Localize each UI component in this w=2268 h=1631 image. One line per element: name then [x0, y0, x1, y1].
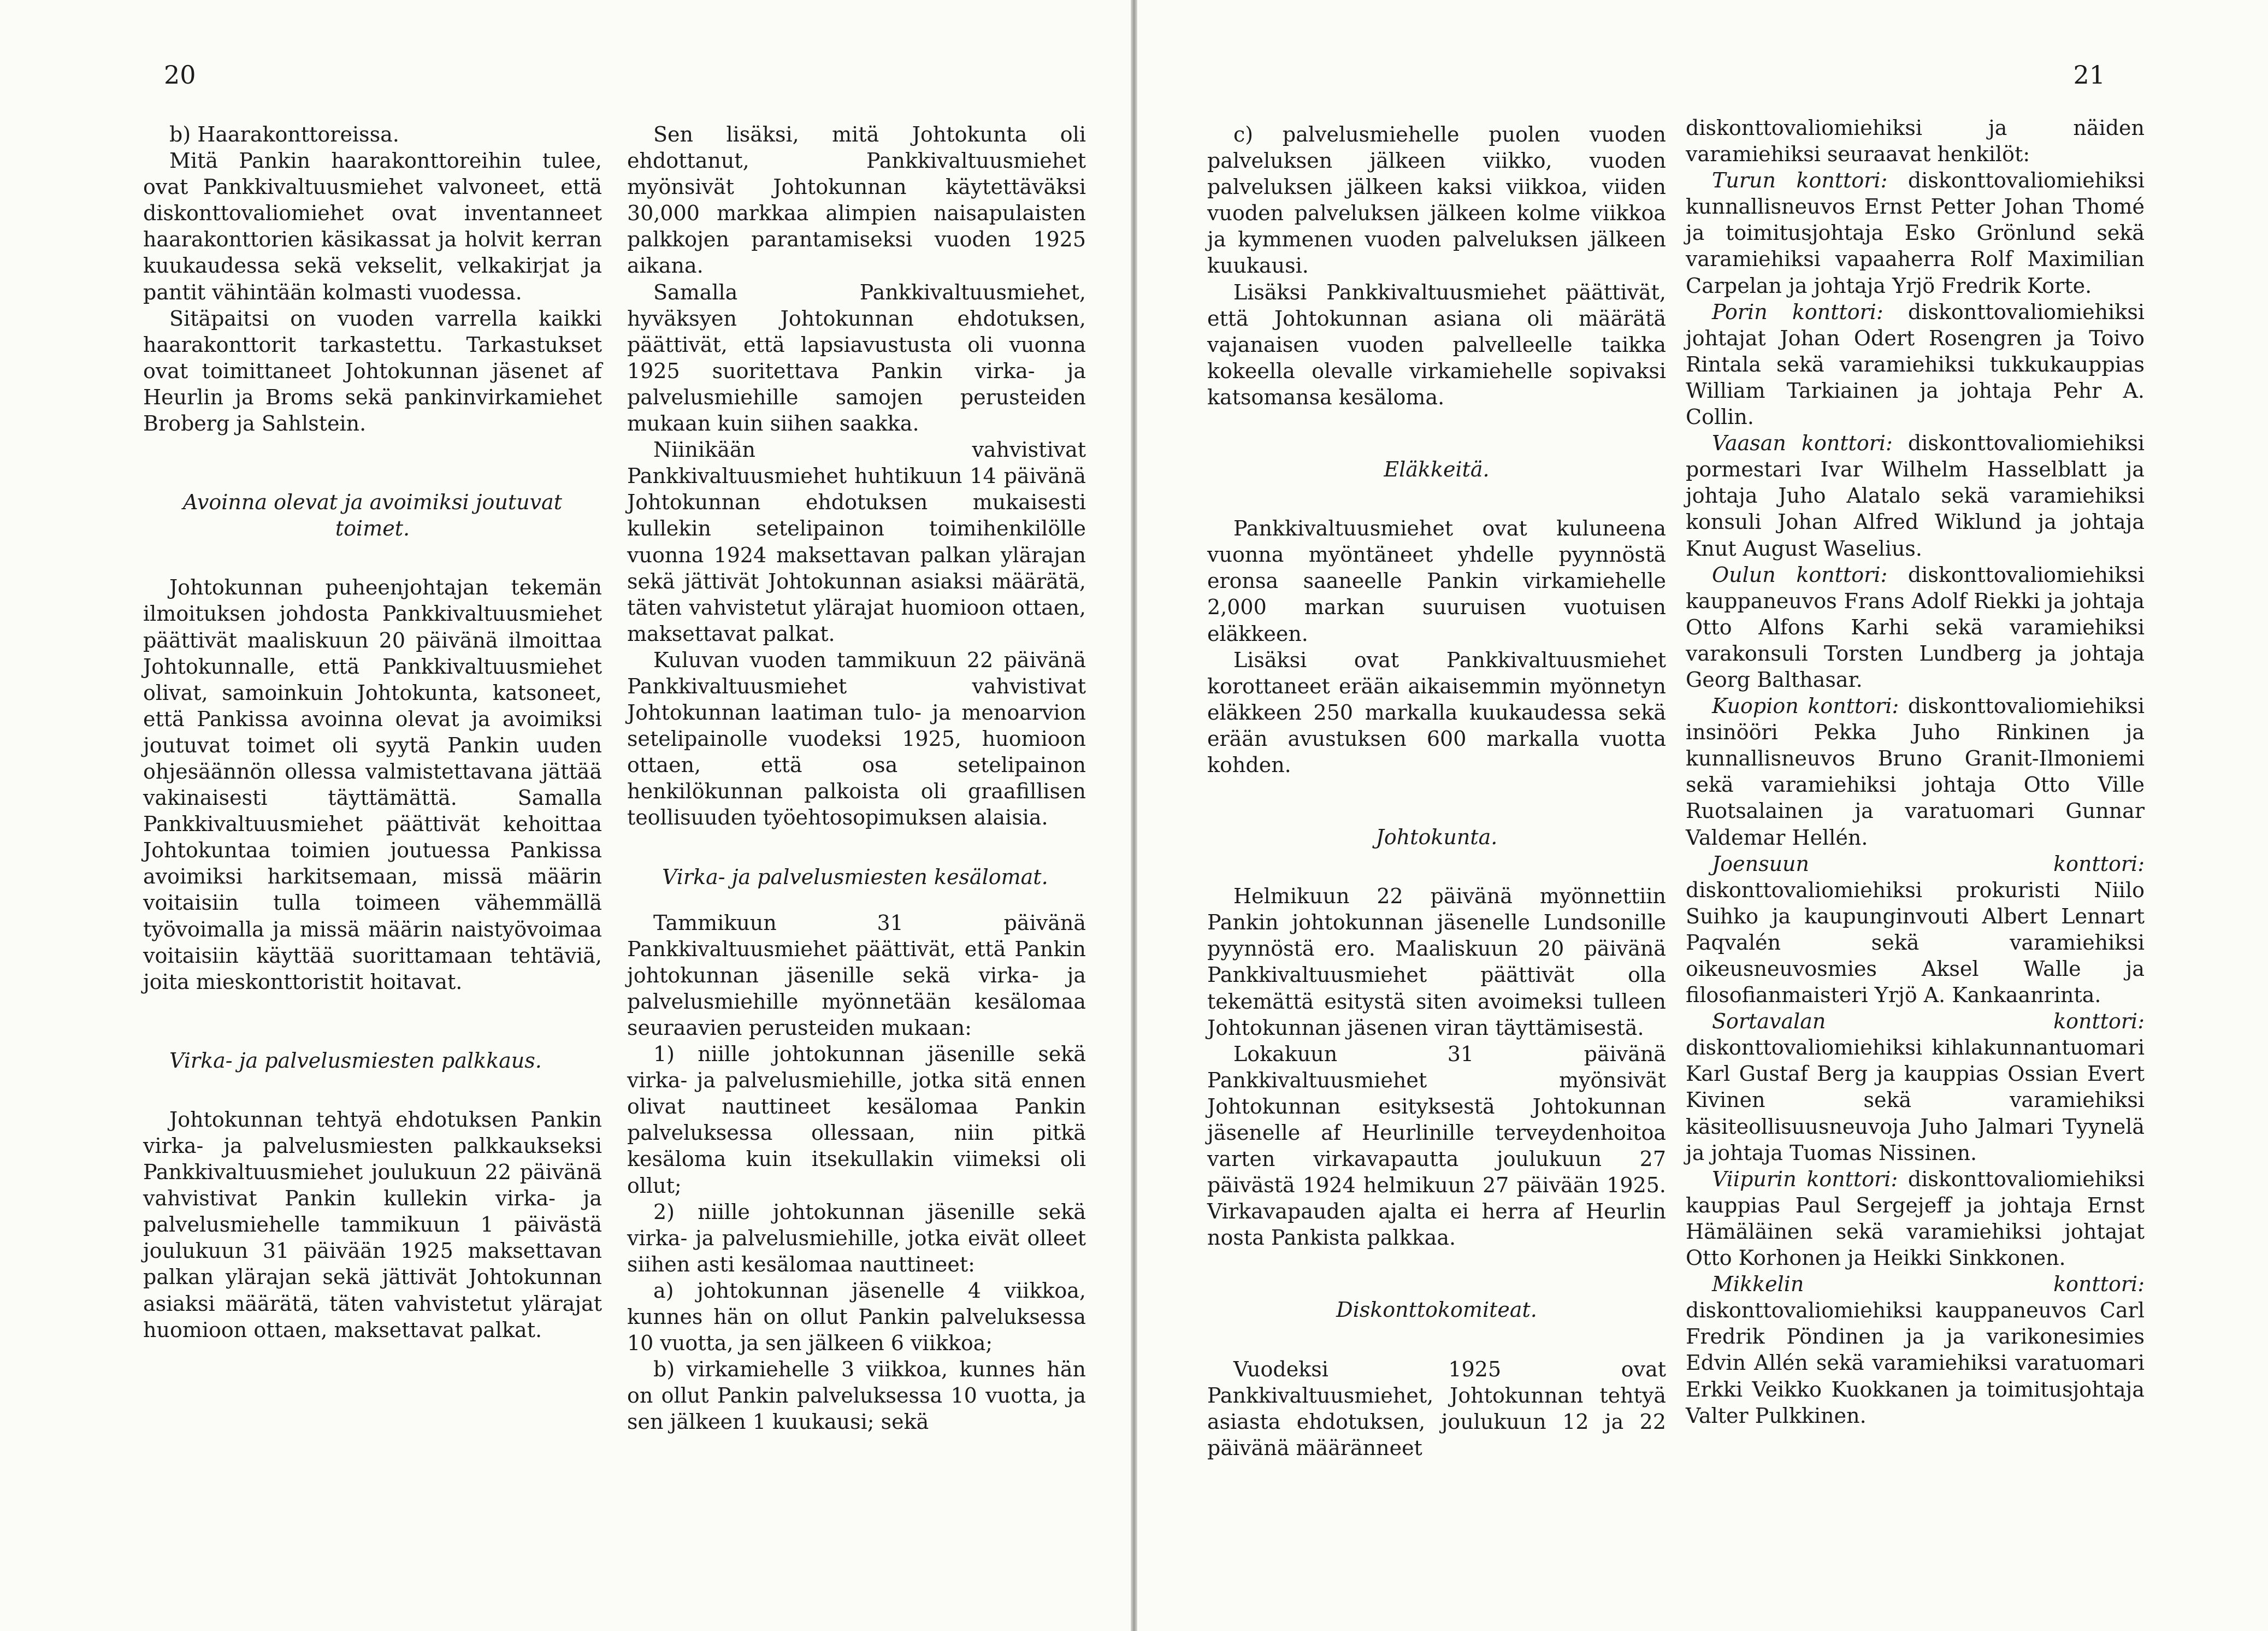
office-members: diskonttovaliomiehiksi kihlakunnantuomari Karl Gustaf Berg ja kauppias Ossian Evert Kivinen sekä varamiehiksi käsiteollisuusneuvoja Juho Jalmari Tyynelä ja johtaja Tuomas Nissinen. [1686, 1035, 2145, 1165]
office-name: Kuopion konttori: [1712, 694, 1899, 719]
paragraph: Mitä Pankin haarakonttoreihin tulee, ovat Pankkivaltuusmiehet valvoneet, että diskonttovaliomiehet ovat inventanneet haarakonttorien käsikassat ja holvit kerran kuukaudessa sekä vekselit, velkakirjat ja pantit vähintään kolmasti vuodessa. [143, 149, 602, 304]
office-entry [1686, 1271, 2145, 1429]
paragraph: Lisäksi Pankkivaltuusmiehet päättivät, että Johtokunnan asiana oli määrätä vajanaisen vuoden palvelleelle taikka kokeella olevalle virkamiehelle sopivaksi katsomansa kesäloma. [1207, 280, 1666, 409]
office-entry [1686, 1166, 2145, 1271]
office-members: diskonttovaliomiehiksi insinööri Pekka Juho Rinkinen ja kunnallisneuvos Bruno Granit-Ilmoniemi sekä varamiehiksi johtaja Otto Ville Ruotsalainen ja varatuomari Gunnar Valdemar Hellén. [1686, 694, 2145, 850]
page-number: 21 [2073, 60, 2105, 90]
paragraph: Johtokunnan tehtyä ehdotuksen Pankin virka- ja palvelusmiesten palkkaukseksi Pankkivaltuusmiehet joulukuun 22 päivänä vahvistivat Pankin kullekin virka- ja palvelusmiehelle tammikuun 1 päivästä joulukuun 31 päivään 1925 maksettavan palkan ylärajan sekä jättivät Johtokunnan asiaksi määrätä, täten vahvistetut ylärajat huomioon ottaen, maksettavat palkat. [143, 1107, 602, 1342]
office-name: Porin konttori: [1712, 299, 1883, 324]
right-page [1137, 0, 2268, 1631]
office-members: diskonttovaliomiehiksi kauppaneuvos Carl Fredrik Pöndinen ja ja varikonesimies Edvin Allén sekä varamiehiksi varatuomari Erkki Veikko Kuokkanen ja toimitusjohtaja Valter Pulkkinen. [1686, 1298, 2145, 1428]
paragraph: Kuluvan vuoden tammikuun 22 päivänä Pankkivaltuusmiehet vahvistivat Johtokunnan laatiman tulo- ja menoarvion setelipainolle vuodeksi 1925, huomioon ottaen, että osa setelipainon henkilökunnan palkoista oli graafillisen teollisuuden työehtosopimuksen alaisia. [627, 647, 1086, 830]
left-page-column-1 [143, 121, 602, 1343]
section-heading: Avoinna olevat ja avoimiksi joutuvat toimet. [183, 490, 562, 541]
office-list [1686, 167, 2145, 1429]
office-name: Vaasan konttori: [1712, 431, 1893, 456]
paragraph: Samalla Pankkivaltuusmiehet, hyväksyen Johtokunnan ehdotuksen, päättivät, että lapsiavustusta oli vuonna 1925 suoritettava Pankin virka- ja palvelusmiehille samojen perusteiden mukaan kuin siihen saakka. [627, 280, 1086, 436]
office-members: diskonttovaliomiehiksi kunnallisneuvos Ernst Petter Johan Thomé ja toimitusjohtaja Esko Grönlund sekä varamiehiksi vapaaherra Rolf Maximilian Carpelan ja johtaja Yrjö Fredrik Korte. [1686, 168, 2145, 298]
paragraph: Sen lisäksi, mitä Johtokunta oli ehdottanut, Pankkivaltuusmiehet myönsivät Johtokunnan käytettäväksi 30,000 markkaa alimpien naisapulaisten palkkojen parantamiseksi vuoden 1925 aikana. [627, 122, 1086, 278]
right-page-column-2 [1686, 115, 2145, 1429]
office-members: diskonttovaliomiehiksi johtajat Johan Odert Rosengren ja Toivo Rintala sekä varamiehiksi tukkukauppias William Tarkiainen ja johtaja Pehr A. Collin. [1686, 299, 2145, 429]
paragraph: 1) niille johtokunnan jäsenille sekä virka- ja palvelusmiehille, jotka sitä ennen olivat nauttineet kesälomaa Pankin palveluksessa ollessaan, niin pitkä kesäloma kuin itsekullakin viimeksi oli ollut; [627, 1042, 1086, 1198]
office-entry [1686, 430, 2145, 561]
office-name: Joensuun konttori: [1712, 851, 2145, 876]
section-heading: Virka- ja palvelusmiesten palkkaus. [169, 1048, 542, 1073]
left-page-column-2 [627, 121, 1086, 1435]
book-gutter [1131, 0, 1137, 1631]
section-heading: Johtokunta. [1375, 825, 1498, 850]
office-entry [1686, 562, 2145, 693]
office-entry [1686, 693, 2145, 851]
paragraph: Niinikään vahvistivat Pankkivaltuusmiehet huhtikuun 14 päivänä Johtokunnan ehdotuksen mukaisesti kullekin setelipainon toimihenkilölle vuonna 1924 maksettavan palkan ylärajan sekä jättivät Johtokunnan asiaksi määrätä, täten vahvistetut ylärajat huomioon ottaen, maksettavat palkat. [627, 438, 1086, 646]
paragraph: c) palvelusmiehelle puolen vuoden palveluksen jälkeen viikko, vuoden palveluksen jälkeen kaksi viikkoa, viiden vuoden palveluksen jälkeen kolme viikkoa ja kymmenen vuoden palveluksen jälkeen kuukausi. [1207, 122, 1666, 278]
office-name: Mikkelin konttori: [1712, 1272, 2145, 1297]
office-entry [1686, 299, 2145, 430]
section-heading: Virka- ja palvelusmiesten kesälomat. [662, 864, 1048, 889]
left-page [0, 0, 1131, 1631]
paragraph: Tammikuun 31 päivänä Pankkivaltuusmiehet päättivät, että Pankin johtokunnan jäsenille sekä virka- ja palvelusmiehille myönnetään kesälomaa seuraavien perusteiden mukaan: [627, 910, 1086, 1040]
office-members: diskonttovaliomiehiksi kauppias Paul Sergejeff ja johtaja Ernst Hämäläinen sekä varamiehiksi johtajat Otto Korhonen ja Heikki Sinkkonen. [1686, 1167, 2145, 1270]
office-entry [1686, 167, 2145, 298]
office-members: diskonttovaliomiehiksi kauppaneuvos Frans Adolf Riekki ja johtaja Otto Alfons Karhi sekä varamiehiksi varakonsuli Torsten Lundberg ja johtaja Georg Balthasar. [1686, 562, 2145, 692]
office-name: Turun konttori: [1712, 168, 1888, 193]
office-entry [1686, 851, 2145, 1009]
paragraph: Helmikuun 22 päivänä myönnettiin Pankin johtokunnan jäsenelle Lundsonille pyynnöstä ero. Maaliskuun 20 päivänä Pankkivaltuusmiehet päättivät olla tekemättä esitystä siten avoimeksi tulleen Johtokunnan jäsenen viran täyttämisestä. [1207, 884, 1666, 1040]
section-heading: Eläkkeitä. [1384, 457, 1490, 482]
office-members: diskonttovaliomiehiksi prokuristi Niilo Suihko ja kaupunginvouti Albert Lennart Paqvalén sekä varamiehiksi oikeusneuvosmies Aksel Walle ja filosofianmaisteri Yrjö A. Kankaanrinta. [1686, 878, 2145, 1008]
paragraph: Pankkivaltuusmiehet ovat kuluneena vuonna myöntäneet yhdelle pyynnöstä eronsa saaneelle Pankin virkamiehelle 2,000 markan suuruisen vuotuisen eläkkeen. [1207, 516, 1666, 646]
office-members: diskonttovaliomiehiksi pormestari Ivar Wilhelm Hasselblatt ja johtaja Juho Alatalo sekä varamiehiksi konsuli Johan Alfred Wiklund ja johtaja Knut August Waselius. [1686, 431, 2145, 561]
paragraph: Vuodeksi 1925 ovat Pankkivaltuusmiehet, Johtokunnan tehtyä asiasta ehdotuksen, joulukuun 12 ja 22 päivänä määränneet [1207, 1357, 1666, 1460]
paragraph: Lisäksi ovat Pankkivaltuusmiehet korottaneet erään aikaisemmin myönnetyn eläkkeen 250 markalla kuukaudessa sekä erään avustuksen 600 markalla vuotta kohden. [1207, 647, 1666, 777]
paragraph: Sitäpaitsi on vuoden varrella kaikki haarakonttorit tarkastettu. Tarkastukset ovat toimittaneet Johtokunnan jäsenet af Heurlin ja Broms sekä pankinvirkamiehet Broberg ja Sahlstein. [143, 306, 602, 436]
paragraph: diskonttovaliomiehiksi ja näiden varamiehiksi seuraavat henkilöt: [1686, 116, 2145, 167]
office-entry [1686, 1008, 2145, 1166]
paragraph: 2) niille johtokunnan jäsenille sekä virka- ja palvelusmiehille, jotka eivät olleet siihen asti kesälomaa nauttineet: [627, 1199, 1086, 1276]
right-page-column-1 [1207, 121, 1666, 1461]
section-heading: Diskonttokomiteat. [1336, 1298, 1537, 1322]
office-name: Sortavalan konttori: [1712, 1009, 2145, 1034]
section-heading-b: b) Haarakonttoreissa. [169, 122, 399, 146]
paragraph: a) johtokunnan jäsenelle 4 viikkoa, kunnes hän on ollut Pankin palveluksessa 10 vuotta, ja sen jälkeen 6 viikkoa; [627, 1278, 1086, 1356]
page-number: 20 [164, 60, 196, 90]
paragraph: Lokakuun 31 päivänä Pankkivaltuusmiehet myönsivät Johtokunnan esityksestä Johtokunnan jäsenelle af Heurlinille terveydenhoitoa varten virkavapautta joulukuun 27 päivästä 1924 helmikuun 27 päivään 1925. Virkavapauden ajalta ei herra af Heurlin nosta Pankista palkkaa. [1207, 1041, 1666, 1250]
paragraph: Johtokunnan puheenjohtajan tekemän ilmoituksen johdosta Pankkivaltuusmiehet päättivät maaliskuun 20 päivänä ilmoittaa Johtokunnalle, että Pankkivaltuusmiehet olivat, samoinkuin Johtokunta, katsoneet, että Pankissa avoinna olevat ja avoimiksi joutuvat toimet oli syytä Pankin uuden ohjesäännön ollessa valmistettavana jättää vakinaisesti täyttämättä. Samalla Pankkivaltuusmiehet päättivät kehoittaa Johtokuntaa toimien joutuessa Pankissa avoimiksi harkitsemaan, missä määrin voitaisiin tulla toimeen vähemmällä työvoimalla ja missä määrin naistyövoimaa voitaisiin käyttää suorittamaan tehtäviä, joita mieskonttoristit hoitavat. [143, 575, 602, 994]
paragraph: b) virkamiehelle 3 viikkoa, kunnes hän on ollut Pankin palveluksessa 10 vuotta, ja sen jälkeen 1 kuukausi; sekä [627, 1357, 1086, 1434]
office-name: Viipurin konttori: [1712, 1167, 1898, 1191]
office-name: Oulun konttori: [1712, 562, 1888, 587]
